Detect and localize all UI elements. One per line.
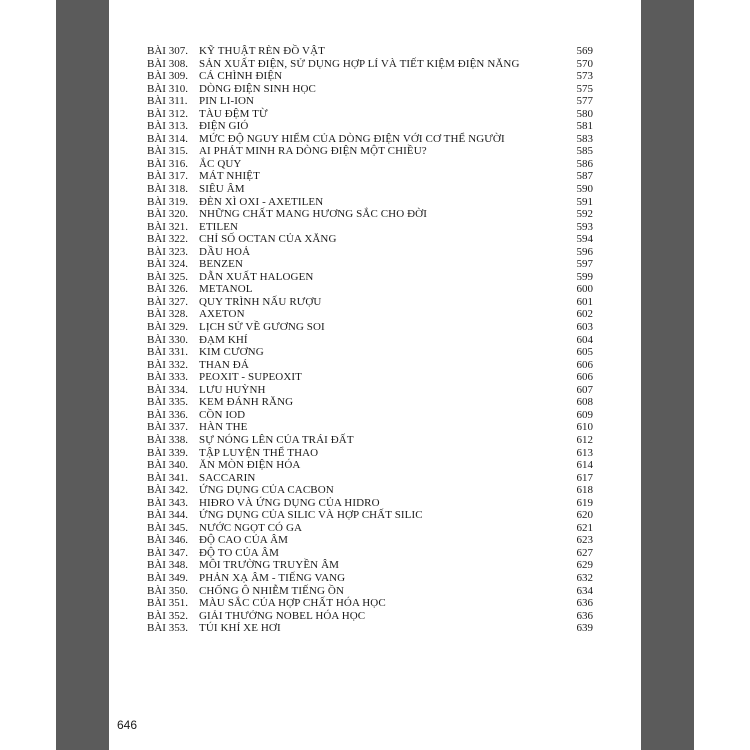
lesson-number: BÀI 347. [147,546,188,559]
lesson-title: DÒNG ĐIỆN SINH HỌC [199,82,316,95]
toc-entry [147,158,593,171]
lesson-title: MÁT NHIỆT [199,170,260,183]
lesson-number: BÀI 351. [147,597,188,610]
lesson-page-number: 575 [576,82,593,95]
lesson-title: ĐỘ CAO CỦA ÂM [199,534,289,547]
toc-entry [147,346,593,359]
lesson-number: BÀI 345. [147,521,188,534]
lesson-page-number: 618 [576,484,593,497]
lesson-page-number: 609 [576,408,593,421]
lesson-page-number: 585 [576,145,593,158]
lesson-title: HIĐRO VÀ ỨNG DỤNG CỦA HIDRO [199,496,380,509]
lesson-page-number: 599 [576,270,593,283]
lesson-page-number: 620 [576,509,593,522]
lesson-page-number: 605 [576,346,593,359]
lesson-page-number: 587 [576,170,593,183]
lesson-number: BÀI 344. [147,509,188,522]
lesson-title: AI PHÁT MINH RA DÒNG ĐIỆN MỘT CHIỀU? [199,145,427,158]
toc-entry [147,409,593,422]
lesson-title: TÀU ĐỆM TỪ [199,107,268,120]
lesson-page-number: 597 [576,258,593,271]
lesson-number: BÀI 346. [147,534,188,547]
lesson-number: BÀI 341. [147,471,188,484]
lesson-number: BÀI 315. [147,145,188,158]
lesson-page-number: 590 [576,183,593,196]
lesson-page-number: 583 [576,132,593,145]
lesson-page-number: 607 [576,383,593,396]
lesson-number: BÀI 318. [147,183,188,196]
toc-entry [147,321,593,334]
table-of-contents [147,45,593,635]
toc-entry [147,497,593,510]
toc-entry [147,447,593,460]
lesson-number: BÀI 320. [147,208,188,221]
lesson-page-number: 606 [576,358,593,371]
toc-entry [147,572,593,585]
toc-entry [147,484,593,497]
toc-entry [147,509,593,522]
lesson-title: ỨNG DỤNG CỦA SILIC VÀ HỢP CHẤT SILIC [199,509,423,522]
lesson-number: BÀI 324. [147,258,188,271]
lesson-number: BÀI 326. [147,283,188,296]
lesson-title: DẪN XUẤT HALOGEN [199,270,314,283]
lesson-number: BÀI 325. [147,270,188,283]
lesson-page-number: 569 [576,45,593,57]
lesson-number: BÀI 327. [147,295,188,308]
toc-entry [147,258,593,271]
lesson-number: BÀI 321. [147,220,188,233]
lesson-title: MỨC ĐỘ NGUY HIỂM CỦA DÒNG ĐIỆN VỚI CƠ THỂ NGƯỜI [199,132,505,145]
left-dark-margin [56,0,109,750]
lesson-page-number: 634 [576,584,593,597]
lesson-number: BÀI 348. [147,559,188,572]
lesson-number: BÀI 314. [147,132,188,145]
lesson-number: BÀI 317. [147,170,188,183]
lesson-page-number: 610 [576,421,593,434]
lesson-page-number: 573 [576,70,593,83]
lesson-number: BÀI 343. [147,496,188,509]
lesson-title: LƯU HUỲNH [199,383,266,396]
lesson-title: CHỈ SỐ OCTAN CỦA XĂNG [199,233,337,246]
toc-entry [147,120,593,133]
lesson-title: PHẢN XẠ ÂM - TIẾNG VANG [199,571,346,584]
lesson-number: BÀI 319. [147,195,188,208]
lesson-title: METANOL [199,283,253,296]
lesson-page-number: 596 [576,245,593,258]
lesson-page-number: 636 [576,609,593,622]
toc-entry [147,334,593,347]
lesson-title: ĐỘ TO CỦA ÂM [199,546,279,559]
toc-entry [147,296,593,309]
lesson-page-number: 593 [576,220,593,233]
lesson-page-number: 617 [576,471,593,484]
lesson-title: SỰ NÓNG LÊN CỦA TRÁI ĐẤT [199,433,354,446]
lesson-title: LỊCH SỬ VỀ GƯƠNG SOI [199,321,325,334]
lesson-number: BÀI 350. [147,584,188,597]
lesson-page-number: 580 [576,107,593,120]
toc-entry [147,58,593,71]
lesson-title: QUY TRÌNH NẤU RƯỢU [199,295,322,308]
lesson-number: BÀI 328. [147,308,188,321]
lesson-title: BENZEN [199,258,243,271]
lesson-title: TÚI KHÍ XE HƠI [199,622,281,635]
toc-entry [147,283,593,296]
toc-entry [147,108,593,121]
lesson-number: BÀI 316. [147,157,188,170]
lesson-title: SẢN XUẤT ĐIỆN, SỬ DỤNG HỢP LÍ VÀ TIẾT KIỆM ĐIỆN NĂNG [199,57,520,70]
lesson-title: NHỮNG CHẤT MANG HƯƠNG SẮC CHO ĐỜI [199,208,427,221]
lesson-page-number: 606 [576,371,593,384]
lesson-number: BÀI 333. [147,371,188,384]
lesson-page-number: 627 [576,546,593,559]
lesson-title: KIM CƯƠNG [199,346,264,359]
toc-entry [147,359,593,372]
lesson-page-number: 592 [576,208,593,221]
lesson-number: BÀI 335. [147,396,188,409]
lesson-title: CỒN IOD [199,408,246,421]
lesson-page-number: 636 [576,597,593,610]
lesson-page-number: 603 [576,321,593,334]
lesson-title: ĐẠM KHÍ [199,333,248,346]
lesson-page-number: 639 [576,622,593,635]
lesson-title: SACCARIN [199,471,256,484]
lesson-title: THAN ĐÁ [199,358,249,371]
lesson-number: BÀI 349. [147,571,188,584]
lesson-title: ỨNG DỤNG CỦA CACBON [199,484,334,497]
lesson-page-number: 621 [576,521,593,534]
right-dark-margin [641,0,694,750]
lesson-page-number: 629 [576,559,593,572]
toc-entry [147,271,593,284]
lesson-number: BÀI 352. [147,609,188,622]
lesson-number: BÀI 309. [147,70,188,83]
toc-entry [147,221,593,234]
lesson-title: PEOXIT - SUPEOXIT [199,371,302,384]
toc-entry [147,196,593,209]
lesson-page-number: 614 [576,459,593,472]
lesson-number: BÀI 311. [147,95,188,108]
lesson-title: TẬP LUYỆN THỂ THAO [199,446,319,459]
lesson-page-number: 608 [576,396,593,409]
lesson-number: BÀI 323. [147,245,188,258]
lesson-page-number: 632 [576,571,593,584]
lesson-title: GIẢI THƯỞNG NOBEL HÓA HỌC [199,609,366,622]
toc-entry [147,183,593,196]
toc-entry [147,459,593,472]
toc-entry [147,133,593,146]
lesson-title: CÁ CHÌNH ĐIỆN [199,70,283,83]
lesson-page-number: 602 [576,308,593,321]
toc-entry [147,308,593,321]
toc-entry [147,70,593,83]
lesson-title: HÀN THE [199,421,248,434]
toc-entry [147,396,593,409]
lesson-number: BÀI 342. [147,484,188,497]
lesson-number: BÀI 310. [147,82,188,95]
lesson-title: SIÊU ÂM [199,183,245,196]
lesson-title: MÔI TRƯỜNG TRUYỀN ÂM [199,559,339,572]
toc-entry [147,472,593,485]
lesson-title: ETILEN [199,220,239,233]
toc-entry [147,522,593,535]
lesson-number: BÀI 330. [147,333,188,346]
lesson-title: KEM ĐÁNH RĂNG [199,396,294,409]
lesson-number: BÀI 307. [147,45,188,57]
lesson-number: BÀI 336. [147,408,188,421]
lesson-number: BÀI 337. [147,421,188,434]
lesson-number: BÀI 308. [147,57,188,70]
toc-entry [147,610,593,623]
lesson-title: ĂN MÒN ĐIỆN HÓA [199,459,301,472]
lesson-title: ĐÈN XÌ OXI - AXETILEN [199,195,324,208]
lesson-title: AXETON [199,308,245,321]
lesson-title: ẮC QUY [199,157,242,170]
lesson-number: BÀI 331. [147,346,188,359]
lesson-page-number: 619 [576,496,593,509]
toc-entry [147,547,593,560]
toc-entry [147,208,593,221]
toc-entry [147,371,593,384]
toc-entry [147,421,593,434]
lesson-number: BÀI 322. [147,233,188,246]
lesson-title: MÀU SẮC CỦA HỢP CHẤT HÓA HỌC [199,597,386,610]
lesson-page-number: 612 [576,433,593,446]
lesson-page-number: 581 [576,120,593,133]
lesson-page-number: 594 [576,233,593,246]
lesson-title: CHỐNG Ô NHIỄM TIẾNG ỒN [199,584,344,597]
lesson-page-number: 623 [576,534,593,547]
lesson-number: BÀI 340. [147,459,188,472]
lesson-number: BÀI 339. [147,446,188,459]
lesson-page-number: 613 [576,446,593,459]
lesson-page-number: 570 [576,57,593,70]
toc-entry [147,585,593,598]
lesson-title: DẦU HOẢ [199,245,251,258]
lesson-number: BÀI 329. [147,321,188,334]
toc-entry [147,233,593,246]
toc-entry [147,622,593,635]
lesson-number: BÀI 353. [147,622,188,635]
toc-entry [147,384,593,397]
toc-entry [147,434,593,447]
lesson-page-number: 601 [576,295,593,308]
lesson-page-number: 604 [576,333,593,346]
lesson-number: BÀI 313. [147,120,188,133]
lesson-title: KỸ THUẬT RÈN ĐỒ VẬT [199,45,325,57]
lesson-page-number: 600 [576,283,593,296]
toc-entry [147,95,593,108]
toc-entry [147,534,593,547]
toc-entry [147,145,593,158]
lesson-number: BÀI 334. [147,383,188,396]
lesson-page-number: 577 [576,95,593,108]
toc-entry [147,83,593,96]
toc-entry [147,559,593,572]
lesson-page-number: 586 [576,157,593,170]
toc-entry [147,170,593,183]
toc-entry [147,246,593,259]
lesson-page-number: 591 [576,195,593,208]
lesson-number: BÀI 338. [147,433,188,446]
lesson-title: NƯỚC NGỌT CÓ GA [199,521,303,534]
lesson-title: PIN LI-ION [199,95,255,108]
lesson-title: ĐIỆN GIÓ [199,120,249,133]
toc-entry [147,45,593,58]
book-page [109,0,641,750]
page-number: 646 [117,718,138,732]
lesson-number: BÀI 332. [147,358,188,371]
toc-entry [147,597,593,610]
lesson-number: BÀI 312. [147,107,188,120]
